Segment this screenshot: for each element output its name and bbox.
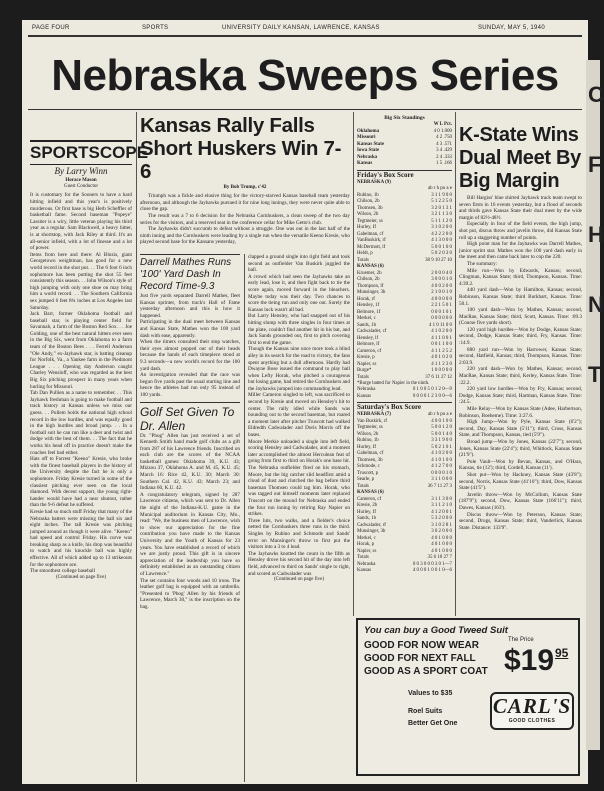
kstate-paragraph: High Jump—Won by Pyle, Kansas State (6'2"); second, Day, Kansas State (5'11"); third, Cross, Kansas State, and Thompson, Kansas, tied (5'9"). <box>459 419 582 439</box>
banner-rule <box>28 109 582 110</box>
sportscope-paragraph: Hats off to Forrest "Keeno" Kresie, who broke with the finest baseball players in the history of the University despite the fact he is only a sophomore. Friday Kresie turned in some of the classiest pitching ever seen on the local diamond. With decent support, the young right-hander would have had a near shutout, rather than the 9-6 defeat he suffered. <box>30 456 132 509</box>
sportscope-column <box>30 114 149 782</box>
rally-continued-column <box>248 254 350 782</box>
mathes-paragraph: An investigation revealed that the race was begun five yards past the usual starting line and hence the athletes had run only 95 instead of 100 yards. <box>140 372 240 398</box>
box-row: Merkel, c 0 0 0 0 0 0 <box>357 316 452 321</box>
box-row: Munsinger, 3b 3 0 2 0 0 0 <box>357 529 452 534</box>
sportscope-paragraph: Tab Dan Pullien as a name to remember. . . This Jayhawk freshman is going to make football and track history at Kansas unless we miss our guess. . . Pullem holds the national high school record in the low hurdles, and was equally good in the high hurdles and broad jump. . . In a football suit he can run like a deer and twist and dodge with the best of them. . . The fact that he works his head off in practice doesn't make the coaches feel bad either. <box>30 390 132 456</box>
golf-paragraph: The set contains four woods and 10 irons. The leather golf bag is equipped with an umbrella. "Presented to 'Phog' Allen by his friends of Lawrence, March 30," is the inscription on the bag. <box>140 577 240 610</box>
column-rule <box>353 112 354 616</box>
kstate-paragraph: Discus throw—Won by Peterson, Kansas State; second, Drugs, Kansas State; third, Vanderlick, Kansas State. Distance: 133'9". <box>459 511 582 531</box>
carls-logo-text: CARL'S <box>492 694 572 718</box>
price-dollars: $19 <box>504 644 555 677</box>
guest-role: Guest Conductor <box>63 184 99 190</box>
box-row: Cadwalader, cf 4 1 0 2 0 0 <box>357 329 452 334</box>
box-row: Heldt, p 5 0 2 0 3 0 <box>357 251 452 256</box>
standings-row: Kansas State 4 3 .571 <box>357 141 452 147</box>
column-rule <box>455 112 456 616</box>
folio-rule <box>28 35 582 37</box>
box-row: Kruemer, 2b 2 0 0 0 4 0 <box>357 270 452 276</box>
standings-row: Oklahoma 4 0 1.000 <box>357 128 452 134</box>
mathes-headline: Darrell Mathes Runs '100' Yard Dash In Record Time-9.3 <box>140 254 240 293</box>
kstate-paragraph: Mile run—Won by Edwards, Kansas; second, Clingman, Kansas State; third, Thompson, Kansas. Time: 4:39.2. <box>459 267 582 287</box>
standings-row: Kansas 1 5 .166 <box>357 161 452 166</box>
edge-letter: T <box>588 362 602 387</box>
line-score-row: Kansas 4 0 0 0 1 0 0 1 0—6 <box>357 568 452 573</box>
totals-row: Totals 38 9 10 27 10 <box>357 257 452 263</box>
box-row: Rubino, 1b 3 3 1 9 0 0 <box>357 438 452 443</box>
mathes-paragraph: Just five yards separated Darrell Mathes, fleet Kansas sprinter, from track's Hall of Fame yesterday afternoon and this is how it happened. <box>140 293 240 319</box>
box-row: VanBuskirk, rf 4 1 3 0 0 0 <box>357 238 452 243</box>
box-row: Cadwalader, rf 3 1 0 2 8 1 <box>357 522 452 528</box>
kstate-paragraph: 440 yard dash—Won by Hamilton, Kansas; second, Robinson, Kansas State; third Burkhart, Kansas. Time: 50.1. <box>459 287 582 307</box>
friday-line-score <box>357 387 452 400</box>
golf-headline: Golf Set Given To Dr. Allen <box>140 402 240 433</box>
rally-paragraph: Though the Kansas nine once more took a blind alley in its search for the road to victory, the fans spent anything but a dull afternoon. Hardly had Dwayne Bose issued the command to play ball when Lefty Horak, who pitched a courageous but losing game, had retired the Cornhuskers and the Jayhawks jumped into commanding lead. <box>248 346 350 392</box>
box-row: Van Buskirk, rf 4 0 0 1 0 0 <box>357 418 452 424</box>
carls-logo <box>490 692 574 730</box>
kstate-paragraph: 880 yard run—Won by Harrower, Kansas State; second, Hatfield, Kansas; third, Thompson, Kansas. Time: 2:03.9. <box>459 346 582 366</box>
box-note: *Burge batted for Napier in the ninth. <box>357 381 430 386</box>
rally-paragraph: Three hits, two walks, and a fielder's choice netted the Cornhuskers three runs in the third. Singles by Rubino and Schmode and Sands' error on Mansinger's throw to first put the visitors into a 3 to 4 lead. <box>248 517 350 551</box>
box-row: Hensley, 1f 2 2 1 5 0 1 <box>357 303 452 308</box>
saturday-box-title: Saturday's Box Score <box>357 402 452 412</box>
sportscope-paragraph: Items from here and there: Al Blozis, giant Georgetown weightman, has good for a new world record in the shot put. . . The 6 foot 6 inch sophomore has been putting the shot 55 feet consistently this season. . . John Wilson's style of high jumping with only one shoe on may bring him a world record. . . The Southern California sex jumped 6 feet 8¾ inches at Los Angeles last Saturday. <box>30 251 132 311</box>
box-row: Kresie, 2b 3 1 1 2 1 0 <box>357 503 452 508</box>
box-row: Cameron, cf 3 1 1 3 0 0 <box>357 496 452 502</box>
banner-headline: Nebraska Sweeps Series <box>51 51 559 100</box>
mathes-paragraph: When the timers consulted their stop watches, their eyes almost popped out of their heads because the hands of each timepiece stood at 9.3 seconds—a new world's record for the 100 yard dash. <box>140 339 240 372</box>
continued-note: (Continued on page five) <box>55 574 107 580</box>
newspaper-page <box>22 20 588 784</box>
ad-line: You can buy a Good Tweed Suit <box>364 625 508 636</box>
standings-table <box>357 122 452 168</box>
box-row: Searle, p 3 1 1 0 0 0 <box>357 477 452 482</box>
kstate-paragraph: Mile Relay—Won by Kansas State (Adee, Harbertson, Robinson, Boeheme). Time: 3:27.6. <box>459 406 582 419</box>
box-row: Schmode, c 4 1 2 7 0 0 <box>357 464 452 469</box>
team-header-row: NEBRASKA (9) <box>357 179 391 185</box>
price-cents: 95 <box>555 646 569 660</box>
rally-paragraph: But Larry Hensley, who had snapped out of his hitting slump with three singles in four times at the plate, couldn't find another hit in his bat, and Jack Sands grounded out, first to pitch covering first to end the game. <box>248 313 350 346</box>
rally-paragraph: The result was a 7 to 6 decision for the Nebraska Cornhuskers, a clean sweep of the two day series for the visitors, and a reserved seat in the conference cellar for Mike Getto's club. <box>140 212 350 226</box>
box-score-column <box>357 114 452 614</box>
kstate-paragraph: Pole Vault—Won by Bevan, Kansas, and O'Hara, Kansas, tie (12'); third, Cordell, Kansas (11'). <box>459 458 582 472</box>
issue-date: SUNDAY, MAY 5, 1940 <box>478 25 545 31</box>
column-rule <box>136 112 137 782</box>
standings-row: Nebraska 2 4 .333 <box>357 154 452 160</box>
box-row: Thomsen, 3b 4 1 0 1 0 0 <box>357 457 452 463</box>
box-row: Belmore, lf 0 0 1 1 0 0 <box>357 342 452 347</box>
kstate-paragraph: Bill Hargiss' blue shirted Jayhawk track team swept to seven firsts in 16 events yesterday, but a flood of seconds and thirds gave Kansas State their dual meet by the wide margin of 82½-48½. <box>459 195 582 221</box>
box-row: Horak, p 4 0 1 0 0 0 <box>357 542 452 547</box>
standings-title: Big Six Standings <box>384 115 425 121</box>
kstate-paragraph: Javelin throw—Won by McCollum, Kansas State (187'9"); second, Dow, Kansas State (166'11"); third, Dawes, Kansas (163'). <box>459 491 582 511</box>
edge-letter: C <box>588 82 604 107</box>
ad-values: Values to $35 <box>408 690 453 697</box>
box-row: Gabelman, cf 4 1 0 2 0 0 <box>357 451 452 456</box>
team-header-row: KANSAS (6) <box>357 490 384 495</box>
box-row: Napier, ss 4 1 1 2 3 0 <box>357 361 452 367</box>
column-rule <box>244 254 245 782</box>
edge-letter: N <box>588 292 604 317</box>
standings-header-row: W L Pct. <box>433 122 452 127</box>
carls-logo-sub: GOOD CLOTHES <box>508 718 556 724</box>
box-row: Tegtmeier, ss 5 1 1 1 2 0 <box>357 218 452 224</box>
edge-letter: F <box>588 152 602 177</box>
box-row: Chilson, 2b 5 1 2 2 5 0 <box>357 199 452 204</box>
sportscope-byline: By Larry Winn <box>54 166 108 176</box>
kstate-paragraph: Broad jump—Won by Jones, Kansas (22'7"); second, Jones, Kansas State (22'4"); third, Whitlock, Kansas State (21'9"). <box>459 438 582 459</box>
rally-paragraph: A crowd which had seen the Jayhawks take an early lead, lose it, and then fight back to tie the score again, moved forward in the bleachers. Maybe today was their day. Two chances to score the tieing run and only one out. Surely the Kansas luck wasn't all bad. <box>248 273 350 313</box>
line-score-row: Kansas 0 0 0 0 1 2 3 0 0—6 <box>357 393 452 399</box>
totals-row: Totals 35 6 10 27 7 <box>357 555 452 560</box>
box-row: Wilson, 2b 5 0 0 1 4 0 <box>357 431 452 437</box>
ad-line: GOOD AS A SPORT COAT <box>364 666 488 677</box>
rally-byline: By Bob Trump, c'42 <box>223 185 267 190</box>
folio-line <box>22 25 588 35</box>
rally-paragraph: clapped a ground single into right field and took second as outfielder Van Buskirk juggled the ball. <box>248 254 350 274</box>
box-row: Truscott, p 0 0 0 0 1 0 <box>357 470 452 476</box>
box-row: Chilson, 2b 3 0 0 0 1 0 <box>357 277 452 282</box>
adjacent-page-edge <box>586 60 604 750</box>
standings-row: Missouri 4 2 .750 <box>357 135 452 140</box>
rally-paragraph: Triumph was a fickle and elusive thing for the victory-starved Kansas baseball team yesterday afternoon, and although the Jayhawks pursued it for nine long innings, they were never quite able to close the gap. <box>140 193 350 213</box>
rally-paragraph: The Jayhawks didn't succumb to defeat without a struggle. One was out in the last half of the ninth inning and the Cornhuskers were leading by a single run when the versatile Keeno Kresie, who played second base for the Kansans yesterday, <box>140 226 350 246</box>
box-row: McDermott, lf 5 0 0 1 0 0 <box>357 244 452 250</box>
box-row: Kresie, p 4 0 1 0 2 0 <box>357 355 452 360</box>
totals-row: Totals 36 7 11 27 3 <box>357 483 452 489</box>
kstate-paragraph: Especially in four of the field events, the high jump, shot put, discus throw and javelin throw, did Kansas State roll up a staggering number of points. <box>459 221 582 241</box>
sportscope-paragraph: Kresie had so much stuff Friday that many of the Nebraska batters were missing the ball six and eight inches. The tall Kresie was pitching jumped around as though it were alive. "Keeno" had speed and control Friday. His curve was breaking sharp as a knife, his drop was beautiful to watch and his knuckle ball was highly effective. All of which added up to 13 strikeouts for the sophomore ace. <box>30 508 132 568</box>
mathes-golf-column <box>140 254 240 782</box>
box-row: Horak, rf 4 0 0 0 0 0 <box>357 296 452 302</box>
sportscope-paragraph: The smoothest college baseball <box>30 568 95 575</box>
box-row: Wilson, 2b 3 2 1 1 3 0 <box>357 212 452 217</box>
box-row: Hurley, If 4 1 2 0 0 1 <box>357 509 452 515</box>
rally-paragraph: The Jayhawks knotted the count in the fifth as Hensley drove his second hit of the day into left field, advanced to third on Sands' single to right, and scored as Cadwalader was <box>248 550 350 577</box>
box-row: Sands, 1b 4 1 0 11 0 0 <box>357 322 452 328</box>
sportscope-title: SPORTSCOPE <box>30 140 132 165</box>
box-row: Hensley, lf 4 1 1 0 0 1 <box>357 335 452 341</box>
box-row: Gabelman, cf 4 2 2 2 0 0 <box>357 231 452 237</box>
edge-letter: H <box>588 222 604 247</box>
box-row: Thompson, lf 4 0 0 2 0 0 <box>357 283 452 289</box>
kstate-paragraph: 120 yard high hurdles—Won by Dodge, Kansas State; second, Dodge, Kansas State; third, Fry, Kansas. Time: :14.9. <box>459 326 582 347</box>
section-name: SPORTS <box>142 25 169 31</box>
saturday-box-score <box>357 412 452 575</box>
box-row: Cameron, cf 4 1 1 2 5 2 <box>357 348 452 354</box>
team-header-row: KANSAS (6) <box>357 264 384 269</box>
rally-paragraph: Miller Cameron singled to left, was sacrificed to second by Kresie and moved on Hensley's hit to center. The rally idled while Sands was bounding out to the second baseman, but roared a moment later after pitcher Truscott had walked Eldredth Cadwalader and Doris Morris off the bases. <box>248 392 350 439</box>
team-header-row: NEBRASKA (7) ab r h po a e <box>357 412 452 417</box>
guest-name: Horace Mason <box>65 178 97 183</box>
ad-line: GOOD FOR NEXT FALL <box>364 653 476 664</box>
ad-better: Better Get One <box>408 720 458 727</box>
box-row: Burge* 1 0 0 0 0 0 <box>357 368 452 373</box>
box-row: Tegtmeier, ss 5 0 0 1 2 0 <box>357 425 452 430</box>
ad-roel-suits: Roel Suits <box>408 708 443 715</box>
price-label: The Price <box>508 637 534 643</box>
box-row: Belmore, 1f 0 0 0 1 0 1 <box>357 309 452 315</box>
golf-paragraph: A congratulatory telegram, signed by 287 Lawrence citizens, which was sent to Dr. Allen the night of the Indiana-K.U. game in the Municipal auditorium in Kansas City, Mo., read: "We, the business men of Lawrence, wish to show our appreciation for the fine contribution you have made to the Kansas University and the Youth of Kansas for 23 years. You have established a record of which we are justly proud. This gift is in sincere appreciation of the leadership you have so definitely established as an outstanding citizen of Lawrence." <box>140 491 240 577</box>
line-score-row: Nebraska 0 0 3 0 0 0 3 0 1—7 <box>357 561 452 567</box>
box-row: Napier, ss 4 0 1 0 0 0 <box>357 548 452 554</box>
kstate-paragraph: High point man for the Jayhawks was Darrell Mathes, junior sprint star. Mathes won the 100 yard dash early in the meet and then came back later to cop the 220. <box>459 241 582 261</box>
box-row: Rubino, 1b 3 1 1 9 0 0 <box>357 192 452 198</box>
sportscope-paragraph: It is customary for the Sooners to have a hard hitting infield and this year's is positively murderous. Or first base is big Herb Scheffler of basketball fame. Second baseman "Popeye" Lassiter is a wiry, little veteran playing his third year as a regular. Sam Blackwell, a heavy hitter, is at shortstop, with Jack Riley at third. It's an all-senior infield, with a lot of finesse and a lot of power. <box>30 192 132 252</box>
box-row: Munsinger, 3b 2 1 0 0 1 0 <box>357 290 452 295</box>
golf-paragraph: Dr. "Phog" Allen has just received a set of Kenneth Smith hand made golf clubs as a gift from 287 of his Lawrence friends. Inscribed on each club are the scores of the NCAA basketball games: Oklahoma 39, K.U. 43; Mizzou 37, Oklahoma A. and M. 45, K.U. 45; March 16: Rice 42, K.U. 30; March 30: Southern Cal. 42, K.U. 43; March 23; and Indiana 60, K.U. 42. <box>140 432 240 492</box>
column-header-row: ab r h po a e <box>427 186 452 191</box>
rally-paragraph: Moore Merkie unloaded a single into left field, scoring Hensley and Cadwalader, and a moment later accomplished the almost Herculean feat of going from first to third on Horak's one base hit. The Nebraska outfielder fired on his stomach, Moore, but the big catcher slid headfirst amid a cloud of dust and clutched the bag before third baseman Thomsen could tag him. Horak, who was tagged out himself moments later replaced Truscott on the mound for Nebraska and ended the four run inning by retiring Ray Napier on strikes. <box>248 438 350 518</box>
kstate-paragraph: 220 yard dash—Won by Mathes, Kansas; second, MacRae, Kansas State; third, Kerley, Kansas State. Time: :22.2. <box>459 366 582 386</box>
box-row: Hurley, If 3 1 0 2 0 0 <box>357 225 452 230</box>
ad-line: GOOD FOR NOW WEAR <box>364 640 479 651</box>
sportscope-paragraph: Jack Barr, former Oklahoma football and baseball star, is playing center field for Savannah, a farm of the Boston Red Sox. . . Joe Golding, one of the best natural hitters ever seen in the Big Six, went from Oklahoma to a farm team of the Boston Bees . . . Ferrell Anderson "Ole Andy," ex-Jayhawk star, is batting cleanup for Norfolk, Va., a Yankee farm in the Piedmont League . . . Opening day Anderson caught Charley Wensloff, who was regarded as the best Big Six pitching prospect in many years when hurling for Missouri. <box>30 311 132 390</box>
line-score-row: Nebraska 0 1 0 0 5 0 1 2 0—9 <box>357 387 452 392</box>
box-row: Sands, 1b 5 3 2 0 0 0 <box>357 516 452 521</box>
box-row: Hurley, If 5 0 2 1 0 1 <box>357 444 452 450</box>
masthead: UNIVERSITY DAILY KANSAN, LAWRENCE, KANSAS <box>222 25 380 31</box>
totals-row: Totals 37 6 11 27 12 <box>357 374 452 380</box>
continued-note: (Continued on page five) <box>273 577 325 583</box>
kstate-headline: K-State Wins Dual Meet By Big Margin <box>459 124 581 192</box>
page-number: PAGE FOUR <box>32 25 70 31</box>
mathes-paragraph: Participating in the dual meet between Kansas and Kansas State, Mathes won the 100 yard dash with ease, apparently. <box>140 319 240 339</box>
carls-advertisement <box>356 618 580 776</box>
kstate-paragraph: 220 yard low hurdles—Won by Fry, Kansas; second, Dodge, Kansas State; third, Hartman, Kansas State. Time: :24.5. <box>459 386 582 406</box>
kstate-column <box>459 114 582 614</box>
rally-headline: Kansas Rally Falls Short Huskers Win 7-6 <box>140 114 342 183</box>
standings-row: Iowa State 3 4 .429 <box>357 148 452 153</box>
kstate-paragraph: The summary: <box>467 260 498 267</box>
kstate-paragraph: 100 yard dash—Won by Mathes, Kansas; second, MacRae, Kansas State; third, Scott, Kansas. Time: :09.3 (Course five yards short). <box>459 307 582 327</box>
friday-box-score <box>357 180 452 382</box>
box-row: Merkel, c 4 0 1 0 0 0 <box>357 535 452 541</box>
friday-box-title: Friday's Box Score <box>357 170 452 180</box>
box-row: Thomsen, 3b 3 2 0 1 3 1 <box>357 205 452 211</box>
kstate-paragraph: Shot put—Won by Hackney, Kansas State (43'8"); second, Norris, Kansas State (41'10"); third, Dow, Kansas State (41'5"). <box>459 471 582 492</box>
rally-top <box>140 114 350 252</box>
